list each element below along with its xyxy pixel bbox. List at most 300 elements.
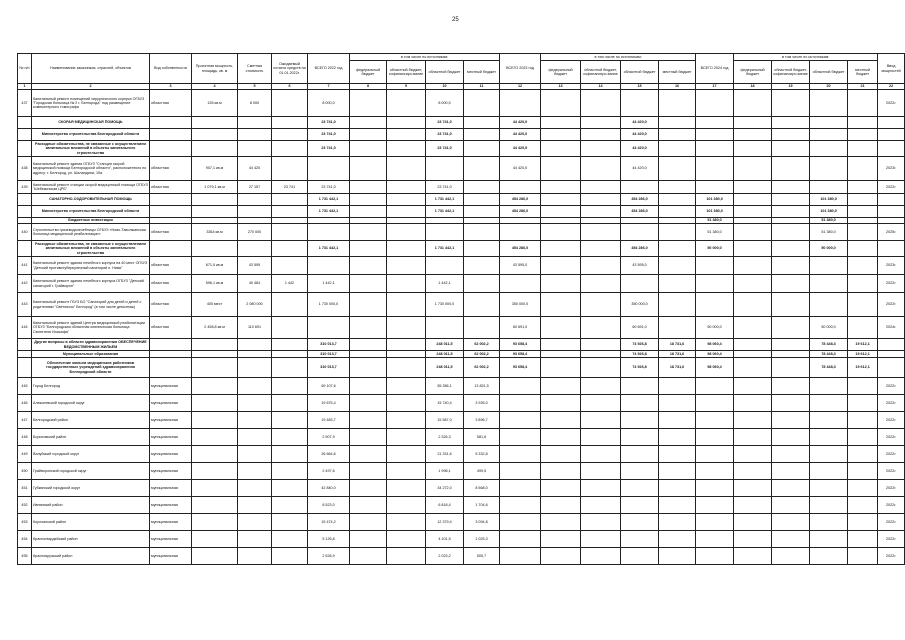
amount-cell: 1 442 — [272, 275, 308, 293]
amount-cell — [464, 317, 500, 339]
amount-cell: 1 998,1 — [426, 463, 464, 480]
amount-cell — [734, 194, 772, 206]
amount-cell: 12 379,4 — [426, 514, 464, 531]
amount-cell — [192, 429, 238, 446]
amount-cell: 101 380,0 — [810, 206, 848, 218]
amount-cell — [541, 446, 581, 463]
amount-cell: 93 658,4 — [500, 358, 541, 378]
amount-cell: 19 612,1 — [848, 358, 878, 378]
row-number-cell: 447 — [18, 412, 32, 429]
table-row — [18, 157, 905, 181]
table-row — [18, 395, 905, 412]
amount-cell: 13 821,5 — [464, 378, 500, 395]
amount-cell — [500, 480, 541, 497]
amount-cell — [810, 480, 848, 497]
amount-cell — [272, 141, 308, 157]
amount-cell — [772, 129, 810, 141]
amount-cell — [272, 514, 308, 531]
commissioning-cell: 2022г. — [878, 395, 905, 412]
amount-cell: 40 484 — [238, 275, 272, 293]
amount-cell — [696, 293, 734, 317]
amount-cell — [387, 275, 426, 293]
amount-cell — [696, 257, 734, 275]
amount-cell — [848, 275, 878, 293]
amount-cell — [272, 117, 308, 129]
amount-cell: 78 448,3 — [810, 339, 848, 351]
amount-cell: 8 523,0 — [308, 497, 350, 514]
row-number-cell: 450 — [18, 463, 32, 480]
amount-cell — [581, 241, 621, 257]
amount-cell — [541, 497, 581, 514]
amount-cell: 21 331,6 — [426, 446, 464, 463]
commissioning-cell — [878, 129, 905, 141]
commissioning-cell — [878, 194, 905, 206]
amount-cell — [581, 293, 621, 317]
amount-cell — [581, 275, 621, 293]
amount-cell — [350, 317, 387, 339]
amount-cell — [734, 141, 772, 157]
amount-cell — [272, 531, 308, 548]
amount-cell — [810, 412, 848, 429]
row-number-cell — [18, 129, 32, 141]
amount-cell — [192, 480, 238, 497]
amount-cell — [272, 351, 308, 358]
amount-cell: 5 332,8 — [464, 446, 500, 463]
row-number-cell — [18, 206, 32, 218]
amount-cell: 93 658,4 — [500, 339, 541, 351]
row-number-cell: 443 — [18, 293, 32, 317]
amount-cell — [848, 446, 878, 463]
amount-cell — [734, 129, 772, 141]
amount-cell — [238, 412, 272, 429]
ownership-cell: областная — [150, 317, 192, 339]
ownership-cell: муниципальная — [150, 412, 192, 429]
row-number-cell — [18, 351, 32, 358]
object-name-cell: Капитальный ремонт помещений хирургического корпуса ОГБУЗ "Городская больница № 2 г. Белгорода" под размещение компьютерного томографа — [32, 90, 150, 117]
amount-cell — [734, 90, 772, 117]
amount-cell — [581, 257, 621, 275]
table-row — [18, 463, 905, 480]
amount-cell — [581, 317, 621, 339]
amount-cell — [541, 531, 581, 548]
object-name-cell: Грайворонский городской округ — [32, 463, 150, 480]
amount-cell — [772, 358, 810, 378]
amount-cell — [772, 339, 810, 351]
amount-cell: 2 458,8 кв.м — [192, 317, 238, 339]
amount-cell — [464, 90, 500, 117]
amount-cell — [350, 480, 387, 497]
amount-cell — [350, 514, 387, 531]
ownership-cell: областная — [150, 257, 192, 275]
amount-cell: 23 741,0 — [426, 117, 464, 129]
amount-cell — [848, 141, 878, 157]
amount-cell — [272, 480, 308, 497]
col-index: 2 — [32, 84, 150, 90]
amount-cell — [192, 141, 238, 157]
amount-cell — [387, 548, 426, 565]
amount-cell — [848, 224, 878, 241]
section-row — [18, 339, 905, 351]
commissioning-cell: 2022г. — [878, 293, 905, 317]
amount-cell: 5 126,8 — [308, 531, 350, 548]
amount-cell — [810, 395, 848, 412]
amount-cell: 8 000,0 — [308, 90, 350, 117]
amount-cell: 3364 кв.м — [192, 224, 238, 241]
amount-cell — [192, 531, 238, 548]
object-name-cell: Расходные обязательства, не связанные с осуществлением капитальных вложений в объекты капитального строительства — [32, 141, 150, 157]
object-name-cell: Капитальный ремонт зданий Центра медицинской реабилитации ОГБУЗ "Белгородская областная клиническая больница Святителя Иоасафа" — [32, 317, 150, 339]
amount-cell: 51 380,0 — [696, 224, 734, 241]
amount-cell: 44 420,0 — [621, 129, 659, 141]
amount-cell — [541, 429, 581, 446]
amount-cell — [272, 358, 308, 378]
row-number-cell: 440 — [18, 224, 32, 241]
amount-cell: 26 664,6 — [308, 446, 350, 463]
amount-cell — [387, 351, 426, 358]
amount-cell — [541, 480, 581, 497]
amount-cell — [734, 497, 772, 514]
amount-cell — [696, 497, 734, 514]
amount-cell — [659, 194, 696, 206]
amount-cell: 248 011,5 — [426, 358, 464, 378]
amount-cell — [500, 395, 541, 412]
row-number-cell: 439 — [18, 181, 32, 194]
col-commissioning-header: Ввод мощностей — [878, 54, 905, 84]
table-header — [18, 54, 905, 90]
amount-cell — [308, 317, 350, 339]
amount-cell — [238, 378, 272, 395]
amount-cell — [581, 548, 621, 565]
amount-cell — [696, 531, 734, 548]
amount-cell: 2 528,9 — [308, 548, 350, 565]
amount-cell: 18 731,6 — [659, 339, 696, 351]
object-name-cell: Капитальный ремонт здания лечебного корпуса на 40 мест ОГБУЗ "Детский противотуберкулезный санаторий п. Нива" — [32, 257, 150, 275]
amount-cell — [350, 395, 387, 412]
amount-cell — [350, 275, 387, 293]
commissioning-cell — [878, 358, 905, 378]
row-number-cell — [18, 241, 32, 257]
amount-cell — [426, 257, 464, 275]
ownership-cell: муниципальная — [150, 446, 192, 463]
amount-cell — [272, 378, 308, 395]
amount-cell — [734, 339, 772, 351]
amount-cell — [734, 351, 772, 358]
amount-cell — [464, 224, 500, 241]
amount-cell: 60 691,0 — [500, 317, 541, 339]
commissioning-cell: 2025г. — [878, 224, 905, 241]
amount-cell — [734, 463, 772, 480]
col-cofinance-2022-header: областной бюджет, софинансиро-вание — [387, 61, 426, 84]
amount-cell — [387, 241, 426, 257]
amount-cell: 43 595,0 — [500, 257, 541, 275]
amount-cell: 454 286,0 — [621, 241, 659, 257]
amount-cell — [238, 241, 272, 257]
amount-cell — [810, 157, 848, 181]
table-row — [18, 181, 905, 194]
amount-cell — [541, 90, 581, 117]
amount-cell — [659, 157, 696, 181]
col-number-header: № п/п — [18, 54, 32, 84]
amount-cell — [192, 548, 238, 565]
amount-cell — [621, 429, 659, 446]
object-name-cell: Краснояружский район — [32, 548, 150, 565]
amount-cell — [272, 395, 308, 412]
col-total-2023-header: ВСЕГО 2023 год — [500, 54, 541, 84]
amount-cell — [464, 181, 500, 194]
amount-cell: 55 286,1 — [426, 378, 464, 395]
section-row — [18, 117, 905, 129]
amount-cell — [238, 194, 272, 206]
amount-cell — [464, 129, 500, 141]
table-row — [18, 497, 905, 514]
amount-cell — [387, 480, 426, 497]
amount-cell: 110 691 — [238, 317, 272, 339]
amount-cell: 44 420 — [238, 157, 272, 181]
object-name-cell: САНАТОРНО-ОЗДОРОВИТЕЛЬНАЯ ПОМОЩЬ — [32, 194, 150, 206]
commissioning-cell: 2022г. — [878, 446, 905, 463]
amount-cell — [500, 224, 541, 241]
amount-cell — [772, 412, 810, 429]
amount-cell — [772, 257, 810, 275]
amount-cell — [772, 141, 810, 157]
amount-cell — [192, 358, 238, 378]
amount-cell — [734, 358, 772, 378]
amount-cell — [192, 117, 238, 129]
ownership-cell — [150, 241, 192, 257]
col-index: 5 — [238, 84, 272, 90]
commissioning-cell — [878, 206, 905, 218]
col-index: 8 — [350, 84, 387, 90]
amount-cell — [272, 157, 308, 181]
amount-cell: 98 060,4 — [696, 339, 734, 351]
amount-cell — [272, 90, 308, 117]
amount-cell — [541, 358, 581, 378]
amount-cell — [387, 412, 426, 429]
commissioning-cell — [878, 351, 905, 358]
col-index: 11 — [464, 84, 500, 90]
amount-cell — [734, 275, 772, 293]
amount-cell — [464, 241, 500, 257]
amount-cell — [810, 117, 848, 129]
subsection-row — [18, 206, 905, 218]
amount-cell — [541, 317, 581, 339]
ownership-cell: областная — [150, 224, 192, 241]
amount-cell: 23 741,0 — [426, 181, 464, 194]
amount-cell: 1 025,3 — [464, 531, 500, 548]
amount-cell — [810, 293, 848, 317]
amount-cell — [581, 480, 621, 497]
amount-cell — [581, 181, 621, 194]
amount-cell: 44 420,0 — [621, 141, 659, 157]
amount-cell — [659, 531, 696, 548]
amount-cell: 2 907,9 — [308, 429, 350, 446]
object-name-cell: Красногвардейский район — [32, 531, 150, 548]
subsection-row — [18, 129, 905, 141]
amount-cell — [464, 293, 500, 317]
amount-cell — [581, 339, 621, 351]
amount-cell: 43 595 — [238, 257, 272, 275]
amount-cell: 18 731,6 — [659, 351, 696, 358]
amount-cell — [848, 497, 878, 514]
col-index: 16 — [659, 84, 696, 90]
amount-cell — [272, 463, 308, 480]
amount-cell — [464, 275, 500, 293]
row-number-cell: 449 — [18, 446, 32, 463]
amount-cell: 50 000,0 — [696, 241, 734, 257]
object-name-cell: Министерство строительства Белгородской области — [32, 129, 150, 141]
amount-cell — [350, 90, 387, 117]
amount-cell — [581, 395, 621, 412]
ownership-cell — [150, 339, 192, 351]
amount-cell — [541, 378, 581, 395]
amount-cell — [500, 548, 541, 565]
amount-cell: 101 380,0 — [696, 194, 734, 206]
amount-cell — [848, 548, 878, 565]
amount-cell: 43 595,0 — [621, 257, 659, 275]
amount-cell — [581, 224, 621, 241]
amount-cell — [659, 317, 696, 339]
amount-cell — [696, 275, 734, 293]
amount-cell — [464, 141, 500, 157]
amount-cell: 98 060,4 — [696, 351, 734, 358]
row-number-cell: 445 — [18, 378, 32, 395]
amount-cell — [734, 446, 772, 463]
ownership-cell: муниципальная — [150, 548, 192, 565]
amount-cell — [696, 90, 734, 117]
amount-cell — [238, 117, 272, 129]
amount-cell — [696, 157, 734, 181]
table-row — [18, 514, 905, 531]
amount-cell — [772, 157, 810, 181]
amount-cell: 34 272,0 — [426, 480, 464, 497]
amount-cell: 1 731 442,1 — [426, 206, 464, 218]
amount-cell: 248 011,5 — [426, 351, 464, 358]
amount-cell — [500, 275, 541, 293]
amount-cell: 1 731 442,1 — [426, 194, 464, 206]
sources-2024-header: в том числе по источникам: — [734, 54, 878, 61]
table-row — [18, 548, 905, 565]
amount-cell — [541, 275, 581, 293]
amount-cell — [848, 206, 878, 218]
amount-cell — [772, 480, 810, 497]
amount-cell — [659, 90, 696, 117]
col-index: 3 — [150, 84, 192, 90]
amount-cell — [426, 224, 464, 241]
amount-cell — [350, 446, 387, 463]
amount-cell: 19 483,7 — [308, 412, 350, 429]
amount-cell: 248 011,5 — [426, 339, 464, 351]
object-name-cell: Капитальный ремонт ГБУЗ БО "Санаторий для детей и детей с родителями "Светлячок" Белгород" (в том числе демонтаж) — [32, 293, 150, 317]
amount-cell — [541, 463, 581, 480]
col-ownership-header: Вид собственности — [150, 54, 192, 84]
object-name-cell: Капитальный ремонт станции скорой медицинской помощи ОГБУЗ "Шебекинская ЦРБ" — [32, 181, 150, 194]
subsection-row — [18, 358, 905, 378]
amount-cell — [387, 339, 426, 351]
amount-cell — [696, 548, 734, 565]
amount-cell: 50 000,0 — [810, 241, 848, 257]
col-index: 17 — [696, 84, 734, 90]
amount-cell: 44 420,0 — [500, 141, 541, 157]
amount-cell — [238, 531, 272, 548]
amount-cell — [272, 257, 308, 275]
col-index: 10 — [426, 84, 464, 90]
amount-cell — [350, 358, 387, 378]
amount-cell — [541, 412, 581, 429]
col-local-2022-header: местный бюджет — [464, 61, 500, 84]
col-index: 22 — [878, 84, 905, 90]
amount-cell — [581, 446, 621, 463]
amount-cell — [734, 181, 772, 194]
col-index: 18 — [734, 84, 772, 90]
amount-cell — [621, 548, 659, 565]
col-local-2023-header: местный бюджет — [659, 61, 696, 84]
amount-cell: 23 741,0 — [308, 129, 350, 141]
ownership-cell — [150, 351, 192, 358]
amount-cell: 270 000 — [238, 224, 272, 241]
amount-cell — [581, 194, 621, 206]
amount-cell — [621, 181, 659, 194]
amount-cell: 454 286,0 — [621, 194, 659, 206]
amount-cell — [810, 90, 848, 117]
ownership-cell: муниципальная — [150, 429, 192, 446]
amount-cell — [734, 531, 772, 548]
amount-cell: 3 094,8 — [464, 514, 500, 531]
amount-cell — [387, 257, 426, 275]
amount-cell: 2 326,3 — [426, 429, 464, 446]
amount-cell — [272, 497, 308, 514]
row-number-cell — [18, 194, 32, 206]
amount-cell — [350, 497, 387, 514]
amount-cell — [272, 241, 308, 257]
amount-cell — [581, 514, 621, 531]
amount-cell — [734, 206, 772, 218]
col-index: 4 — [192, 84, 238, 90]
amount-cell: 23 741,0 — [308, 181, 350, 194]
amount-cell: 18 731,6 — [659, 358, 696, 378]
amount-cell — [541, 351, 581, 358]
subsection-row — [18, 141, 905, 157]
amount-cell — [581, 378, 621, 395]
col-index: 14 — [581, 84, 621, 90]
amount-cell — [621, 378, 659, 395]
ownership-cell: муниципальная — [150, 514, 192, 531]
amount-cell — [387, 293, 426, 317]
amount-cell: 101 380,0 — [696, 206, 734, 218]
amount-cell — [696, 129, 734, 141]
amount-cell — [238, 446, 272, 463]
amount-cell — [659, 395, 696, 412]
amount-cell — [350, 351, 387, 358]
amount-cell — [659, 241, 696, 257]
ownership-cell: муниципальная — [150, 480, 192, 497]
table-row — [18, 293, 905, 317]
col-capacity-header: Проектная мощность, площадь, кв. м — [192, 54, 238, 84]
amount-cell — [659, 293, 696, 317]
amount-cell — [581, 129, 621, 141]
amount-cell — [581, 141, 621, 157]
amount-cell — [192, 446, 238, 463]
amount-cell: 4 101,5 — [426, 531, 464, 548]
amount-cell — [272, 317, 308, 339]
amount-cell: 2 023,2 — [426, 548, 464, 565]
amount-cell: 44 420,0 — [621, 157, 659, 181]
commissioning-cell — [878, 141, 905, 157]
subsection-row — [18, 351, 905, 358]
amount-cell — [734, 548, 772, 565]
amount-cell — [581, 90, 621, 117]
ownership-cell — [150, 141, 192, 157]
object-name-cell: Ивнянский район — [32, 497, 150, 514]
